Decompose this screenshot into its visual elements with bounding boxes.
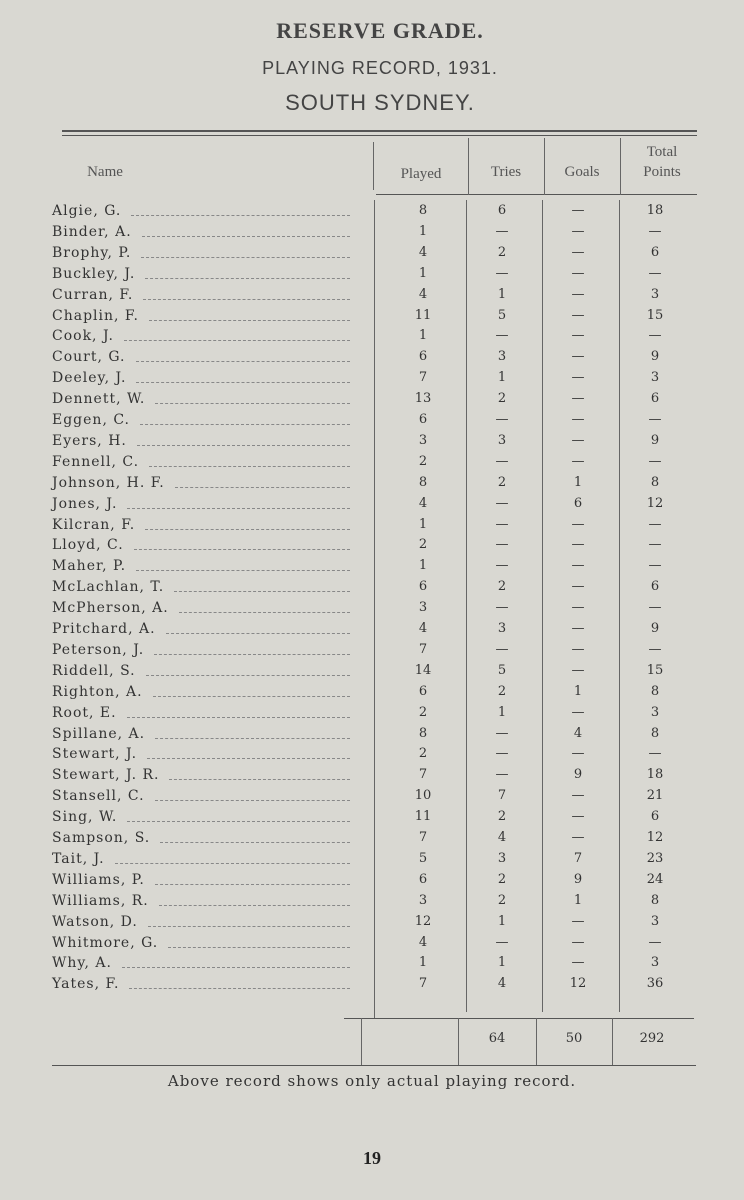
- table-row: [0, 767, 744, 787]
- cell-tries: 2: [497, 474, 507, 490]
- cell-goals: 7: [573, 850, 583, 866]
- cell-tries: 3: [497, 432, 507, 448]
- cell-tries: 5: [497, 662, 507, 678]
- player-name: Tait, J.: [52, 850, 105, 867]
- leader-dots: [141, 257, 350, 258]
- cell-goals: —: [571, 516, 585, 532]
- cell-played: 11: [414, 307, 432, 323]
- table-row: [0, 537, 744, 557]
- cell-points: 15: [646, 307, 664, 323]
- player-name: Deeley, J.: [52, 370, 127, 387]
- cell-goals: —: [571, 432, 585, 448]
- table-row: [0, 809, 744, 829]
- cell-tries: 1: [497, 370, 507, 386]
- cell-points: 36: [646, 976, 664, 992]
- player-name: Pritchard, A.: [52, 621, 156, 637]
- cell-played: 1: [418, 516, 428, 532]
- cell-played: 3: [418, 432, 428, 448]
- cell-points: 6: [650, 391, 660, 407]
- cell-played: 6: [418, 349, 428, 365]
- cell-played: 2: [418, 746, 428, 762]
- cell-tries: 3: [497, 621, 507, 636]
- cell-tries: 2: [497, 244, 507, 260]
- leader-dots: [145, 278, 350, 279]
- cell-goals: 4: [573, 725, 583, 741]
- table-row: [0, 600, 744, 620]
- table-row: [0, 224, 744, 244]
- cell-tries: —: [495, 934, 509, 950]
- leader-dots: [122, 967, 350, 968]
- cell-points: 18: [646, 203, 664, 218]
- cell-points: 21: [646, 788, 664, 804]
- totals-row: [0, 1031, 744, 1051]
- page-title: RESERVE GRADE.: [276, 18, 484, 43]
- cell-played: 1: [418, 328, 428, 344]
- cell-tries: 3: [497, 349, 507, 365]
- player-name: Maher, P.: [52, 558, 127, 575]
- leader-dots: [149, 320, 350, 321]
- leader-dots: [127, 717, 350, 718]
- leader-dots: [127, 508, 350, 509]
- cell-tries: 7: [497, 788, 507, 804]
- cell-points: 6: [650, 809, 660, 825]
- leader-dots: [166, 633, 350, 634]
- player-name: Whitmore, G.: [52, 934, 159, 951]
- leader-dots: [129, 988, 350, 989]
- table-row: [0, 705, 744, 725]
- col-divider-played: [373, 142, 374, 190]
- total-points: 292: [639, 1031, 665, 1046]
- cell-points: —: [648, 641, 662, 657]
- cell-goals: —: [571, 830, 585, 845]
- top-rule: [62, 130, 697, 132]
- cell-goals: —: [571, 412, 585, 427]
- cell-points: 9: [650, 432, 660, 448]
- leader-dots: [136, 382, 350, 383]
- leader-dots: [140, 424, 350, 425]
- table-row: [0, 684, 744, 704]
- cell-tries: 1: [497, 704, 507, 720]
- cell-goals: —: [571, 641, 585, 657]
- cell-points: —: [648, 746, 662, 762]
- leader-dots: [155, 738, 350, 739]
- cell-goals: —: [571, 307, 585, 323]
- leader-dots: [155, 800, 350, 801]
- cell-played: 2: [418, 704, 428, 720]
- bottom-rule: [52, 1065, 696, 1066]
- cell-played: 6: [418, 683, 428, 699]
- top-rule-thin: [62, 135, 697, 136]
- player-name: Court, G.: [52, 349, 126, 366]
- cell-points: —: [648, 558, 662, 574]
- cell-tries: 6: [497, 203, 507, 218]
- table-row: [0, 893, 744, 913]
- table-row: [0, 955, 744, 975]
- cell-goals: —: [571, 391, 585, 407]
- cell-points: 23: [646, 850, 664, 866]
- cell-played: 7: [418, 370, 428, 386]
- leader-dots: [115, 863, 350, 864]
- cell-played: 7: [418, 976, 428, 992]
- cell-played: 12: [414, 913, 432, 929]
- table-row: [0, 496, 744, 516]
- leader-dots: [155, 884, 350, 885]
- totals-top-rule: [344, 1018, 694, 1019]
- cell-points: 3: [650, 913, 660, 929]
- cell-points: —: [648, 328, 662, 344]
- cell-tries: 2: [497, 809, 507, 825]
- cell-goals: —: [571, 349, 585, 365]
- cell-tries: 4: [497, 830, 507, 845]
- table-row: [0, 266, 744, 286]
- leader-dots: [146, 675, 350, 676]
- cell-goals: —: [571, 223, 585, 239]
- cell-played: 1: [418, 265, 428, 281]
- cell-played: 8: [418, 474, 428, 490]
- table-row: [0, 914, 744, 934]
- cell-tries: —: [495, 453, 509, 469]
- player-name: Peterson, J.: [52, 641, 145, 658]
- cell-goals: —: [571, 788, 585, 804]
- cell-played: 13: [414, 391, 432, 407]
- table-row: [0, 391, 744, 411]
- leader-dots: [168, 947, 350, 948]
- player-name: Eggen, C.: [52, 412, 131, 428]
- cell-tries: 3: [497, 850, 507, 866]
- player-name: Sing, W.: [52, 809, 118, 826]
- table-row: [0, 308, 744, 328]
- cell-played: 2: [418, 537, 428, 553]
- player-name: Buckley, J.: [52, 265, 136, 282]
- table-row: [0, 935, 744, 955]
- header-goals: Goals: [564, 164, 600, 180]
- total-tries: 64: [488, 1031, 506, 1046]
- header-tries: Tries: [490, 164, 522, 180]
- cell-tries: 2: [497, 892, 507, 908]
- player-name: Yates, F.: [52, 976, 120, 993]
- cell-tries: —: [495, 600, 509, 616]
- cell-tries: 2: [497, 579, 507, 595]
- player-name: McPherson, A.: [52, 600, 169, 617]
- cell-points: 3: [650, 370, 660, 386]
- header-points-line1: Total: [646, 144, 678, 160]
- col-divider-goals: [544, 138, 545, 195]
- table-row: [0, 830, 744, 850]
- cell-goals: —: [571, 265, 585, 281]
- cell-points: 15: [646, 662, 664, 678]
- cell-goals: 1: [573, 683, 583, 699]
- cell-points: 8: [650, 725, 660, 741]
- cell-points: 6: [650, 579, 660, 595]
- table-row: [0, 788, 744, 808]
- cell-goals: —: [571, 704, 585, 720]
- cell-points: 9: [650, 621, 660, 636]
- cell-points: —: [648, 412, 662, 427]
- cell-played: 8: [418, 203, 428, 218]
- cell-played: 8: [418, 725, 428, 741]
- col-divider-points: [620, 138, 621, 195]
- table-row: [0, 517, 744, 537]
- table-row: [0, 558, 744, 578]
- cell-tries: 5: [497, 307, 507, 323]
- table-row: [0, 245, 744, 265]
- cell-tries: —: [495, 412, 509, 427]
- cell-goals: 1: [573, 892, 583, 908]
- leader-dots: [159, 905, 350, 906]
- cell-tries: —: [495, 328, 509, 344]
- player-name: McLachlan, T.: [52, 579, 165, 596]
- cell-played: 2: [418, 453, 428, 469]
- cell-played: 4: [418, 244, 428, 260]
- table-row: [0, 976, 744, 996]
- cell-points: 8: [650, 683, 660, 699]
- cell-played: 1: [418, 223, 428, 239]
- player-name: Cook, J.: [52, 328, 114, 345]
- cell-goals: —: [571, 244, 585, 260]
- player-name: Brophy, P.: [52, 244, 132, 261]
- player-name: Johnson, H. F.: [52, 474, 165, 491]
- page-subtitle: PLAYING RECORD, 1931.: [262, 58, 498, 78]
- table-row: [0, 726, 744, 746]
- cell-played: 3: [418, 892, 428, 908]
- cell-tries: 2: [497, 683, 507, 699]
- leader-dots: [131, 215, 350, 216]
- cell-goals: —: [571, 955, 585, 971]
- player-name: Stansell, C.: [52, 788, 145, 805]
- cell-goals: 6: [573, 495, 583, 511]
- cell-played: 7: [418, 767, 428, 783]
- cell-goals: 12: [569, 976, 587, 992]
- player-name: Watson, D.: [52, 913, 138, 930]
- cell-played: 6: [418, 412, 428, 427]
- table-row: [0, 412, 744, 432]
- cell-tries: 1: [497, 286, 507, 302]
- cell-played: 4: [418, 621, 428, 636]
- cell-points: 6: [650, 244, 660, 260]
- leader-dots: [148, 926, 350, 927]
- cell-points: —: [648, 600, 662, 616]
- cell-played: 4: [418, 495, 428, 511]
- cell-points: 8: [650, 892, 660, 908]
- player-name: Riddell, S.: [52, 662, 136, 679]
- cell-goals: —: [571, 662, 585, 678]
- player-name: Stewart, J. R.: [52, 767, 160, 784]
- player-name: Sampson, S.: [52, 830, 151, 846]
- col-divider-tries: [468, 138, 469, 195]
- player-name: Root, E.: [52, 704, 117, 721]
- cell-points: 8: [650, 474, 660, 490]
- footnote: Above record shows only actual playing record.: [167, 1072, 577, 1090]
- cell-played: 1: [418, 558, 428, 574]
- player-name: Binder, A.: [52, 223, 132, 240]
- cell-goals: —: [571, 579, 585, 595]
- table-row: [0, 203, 744, 223]
- cell-tries: 2: [497, 391, 507, 407]
- cell-played: 1: [418, 955, 428, 971]
- cell-goals: —: [571, 934, 585, 950]
- player-name: Lloyd, C.: [52, 537, 124, 554]
- player-name: Spillane, A.: [52, 725, 146, 742]
- player-name: Eyers, H.: [52, 432, 127, 449]
- club-name: SOUTH SYDNEY.: [285, 90, 475, 115]
- cell-points: 3: [650, 955, 660, 971]
- leader-dots: [154, 654, 350, 655]
- cell-tries: 4: [497, 976, 507, 992]
- table-row: [0, 746, 744, 766]
- leader-dots: [136, 361, 350, 362]
- header-rule: [376, 194, 697, 195]
- leader-dots: [142, 236, 350, 237]
- player-name: Jones, J.: [52, 495, 118, 512]
- leader-dots: [160, 842, 350, 843]
- cell-points: 18: [646, 767, 664, 783]
- total-goals: 50: [565, 1031, 583, 1046]
- header-points-line2: Points: [643, 164, 681, 180]
- cell-goals: —: [571, 558, 585, 574]
- cell-goals: —: [571, 328, 585, 344]
- table-row: [0, 475, 744, 495]
- cell-goals: 1: [573, 474, 583, 490]
- player-name: Algie, G.: [52, 203, 122, 219]
- table-row: [0, 663, 744, 683]
- cell-goals: —: [571, 286, 585, 302]
- leader-dots: [145, 529, 350, 530]
- cell-tries: —: [495, 767, 509, 783]
- cell-goals: —: [571, 913, 585, 929]
- table-row: [0, 872, 744, 892]
- cell-goals: —: [571, 621, 585, 636]
- player-name: Why, A.: [52, 955, 112, 972]
- cell-goals: —: [571, 600, 585, 616]
- player-name: Chaplin, F.: [52, 307, 139, 324]
- leader-dots: [134, 549, 350, 550]
- cell-points: 3: [650, 286, 660, 302]
- header-name: Name: [87, 164, 123, 180]
- table-row: [0, 642, 744, 662]
- player-name: Righton, A.: [52, 683, 143, 700]
- cell-points: 24: [646, 871, 664, 887]
- cell-goals: —: [571, 537, 585, 553]
- table-row: [0, 287, 744, 307]
- player-name: Stewart, J.: [52, 746, 138, 763]
- cell-played: 4: [418, 934, 428, 950]
- table-row: [0, 433, 744, 453]
- leader-dots: [143, 299, 350, 300]
- cell-points: —: [648, 453, 662, 469]
- cell-played: 10: [414, 788, 432, 804]
- cell-points: 12: [646, 495, 664, 511]
- leader-dots: [124, 340, 350, 341]
- cell-goals: 9: [573, 767, 583, 783]
- cell-points: —: [648, 265, 662, 281]
- page-number: 19: [363, 1148, 381, 1168]
- player-name: Dennett, W.: [52, 391, 146, 408]
- leader-dots: [127, 821, 350, 822]
- player-name: Fennell, C.: [52, 453, 140, 470]
- cell-tries: —: [495, 537, 509, 553]
- cell-points: —: [648, 223, 662, 239]
- cell-goals: —: [571, 746, 585, 762]
- cell-tries: 1: [497, 955, 507, 971]
- player-name: Williams, R.: [52, 892, 149, 909]
- leader-dots: [175, 487, 350, 488]
- cell-points: 12: [646, 830, 664, 845]
- player-name: Kilcran, F.: [52, 516, 136, 533]
- cell-tries: —: [495, 495, 509, 511]
- cell-tries: —: [495, 223, 509, 239]
- table-row: [0, 328, 744, 348]
- cell-points: —: [648, 516, 662, 532]
- cell-played: 5: [418, 850, 428, 866]
- leader-dots: [153, 696, 350, 697]
- player-name: Curran, F.: [52, 286, 134, 303]
- cell-played: 7: [418, 830, 428, 845]
- cell-goals: —: [571, 370, 585, 386]
- leader-dots: [136, 570, 350, 571]
- leader-dots: [147, 758, 350, 759]
- cell-goals: —: [571, 203, 585, 218]
- cell-tries: —: [495, 516, 509, 532]
- table-row: [0, 621, 744, 641]
- leader-dots: [137, 445, 350, 446]
- cell-goals: 9: [573, 871, 583, 887]
- table-row: [0, 349, 744, 369]
- table-row: [0, 370, 744, 390]
- cell-tries: —: [495, 641, 509, 657]
- cell-tries: —: [495, 725, 509, 741]
- cell-played: 4: [418, 286, 428, 302]
- table-row: [0, 454, 744, 474]
- table-row: [0, 579, 744, 599]
- leader-dots: [169, 779, 350, 780]
- cell-tries: —: [495, 265, 509, 281]
- cell-played: 14: [414, 662, 432, 678]
- cell-tries: 1: [497, 913, 507, 929]
- cell-played: 7: [418, 641, 428, 657]
- cell-goals: —: [571, 809, 585, 825]
- leader-dots: [149, 466, 350, 467]
- cell-played: 6: [418, 871, 428, 887]
- cell-played: 3: [418, 600, 428, 616]
- header-played: Played: [400, 166, 442, 182]
- cell-points: —: [648, 537, 662, 553]
- cell-played: 6: [418, 579, 428, 595]
- cell-tries: —: [495, 746, 509, 762]
- cell-tries: —: [495, 558, 509, 574]
- cell-tries: 2: [497, 871, 507, 887]
- cell-goals: —: [571, 453, 585, 469]
- cell-played: 11: [414, 809, 432, 825]
- table-row: [0, 851, 744, 871]
- leader-dots: [179, 612, 350, 613]
- cell-points: 9: [650, 349, 660, 365]
- cell-points: 3: [650, 704, 660, 720]
- player-name: Williams, P.: [52, 871, 145, 888]
- leader-dots: [174, 591, 350, 592]
- cell-points: —: [648, 934, 662, 950]
- leader-dots: [155, 403, 350, 404]
